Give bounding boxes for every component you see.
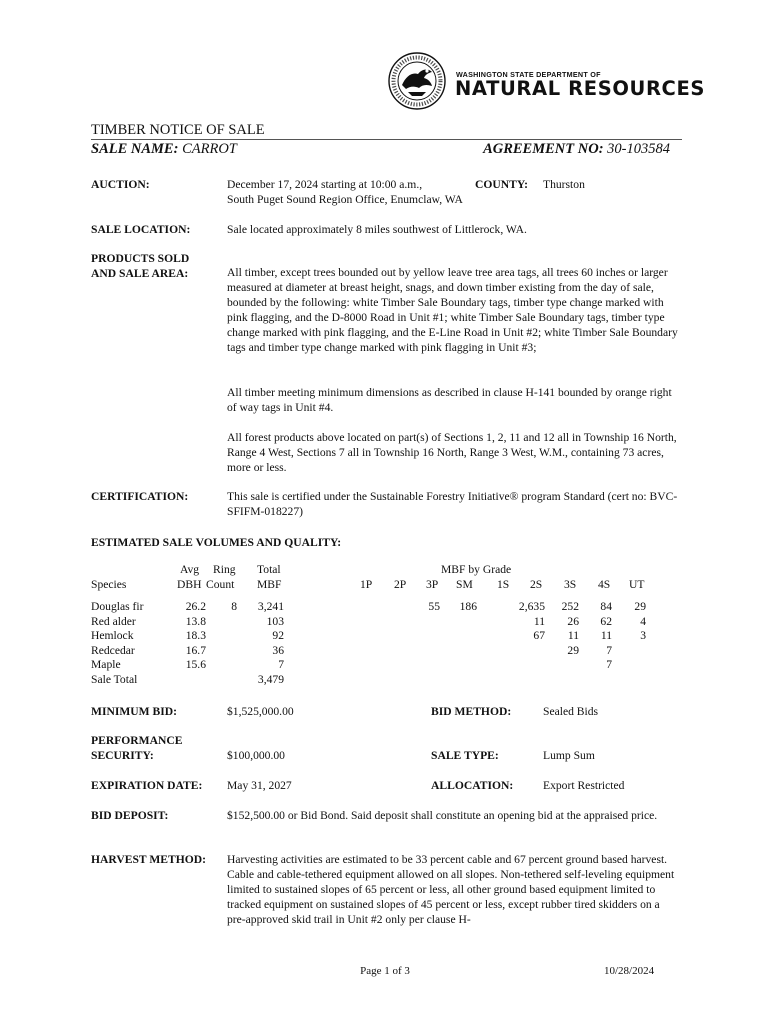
harvest-method-text: Harvesting activities are estimated to be 33 percent cable and 67 percent ground based harvest. Cable and cable-tethered equipment allowed on all slopes. Non-tethered self-leveling equipment limited to sustained slopes of 65 percent or less, all other ground based equipment limited to tracked equipment on sustained slopes of 45 percent or less, except rubber tired skidders on a pre-approved skid trail in Unit #2 only per clause H-	[227, 853, 675, 926]
minimum-bid-value: $1,525,000.00	[227, 705, 294, 718]
harvest-method-label: HARVEST METHOD:	[91, 853, 207, 866]
species-cell: Maple	[91, 658, 121, 672]
grade-4s-cell: 62	[600, 614, 612, 628]
expiration-date-label: EXPIRATION DATE:	[91, 779, 203, 792]
header-ut: UT	[629, 578, 645, 591]
header-count: Count	[206, 578, 235, 591]
sale-name: SALE NAME: CARROT	[91, 141, 237, 157]
volumes-heading: ESTIMATED SALE VOLUMES AND QUALITY:	[91, 536, 342, 549]
sale-location-text: Sale located approximately 8 miles southwest of Littlerock, WA.	[227, 223, 527, 236]
grade-4s-cell: 7	[606, 658, 612, 672]
header-ring: Ring	[213, 563, 236, 576]
total-cell: 3,241	[257, 600, 284, 613]
grade-4s-cell: 11	[600, 629, 612, 643]
dbh-cell: 18.3	[185, 629, 206, 643]
county-label: COUNTY:	[475, 178, 529, 191]
bid-method-label: BID METHOD:	[431, 705, 512, 718]
page-number: Page 1 of 3	[360, 965, 410, 977]
dbh-cell: 26.2	[185, 600, 206, 613]
performance-security-label-line1: PERFORMANCE	[91, 734, 183, 747]
agency-name: NATURAL RESOURCES	[455, 77, 706, 100]
dbh-cell: 13.8	[185, 614, 206, 628]
sale-total-label: Sale Total	[91, 673, 138, 686]
page-title: TIMBER NOTICE OF SALE	[91, 122, 265, 138]
auction-line1: December 17, 2024 starting at 10:00 a.m.,	[227, 178, 423, 191]
sale-name-label: SALE NAME	[91, 141, 174, 157]
sale-location-label: SALE LOCATION:	[91, 223, 191, 236]
grade-sm-cell: 186	[459, 600, 477, 613]
grade-ut-cell: 3	[640, 629, 646, 643]
certification-label: CERTIFICATION:	[91, 490, 189, 503]
header-dbh: DBH	[177, 578, 202, 591]
grade-4s-cell: 84	[600, 600, 612, 613]
header-3p: 3P	[426, 578, 439, 591]
agreement-label: AGREEMENT NO	[483, 141, 599, 157]
grade-3s-cell: 252	[561, 600, 579, 613]
header-4s: 4S	[598, 578, 611, 591]
certification-text: This sale is certified under the Sustainable Forestry Initiative® program Standard (cert no: BVC-SFIFM-018227)	[227, 490, 678, 518]
total-cell: 92	[272, 629, 284, 643]
species-cell: Red alder	[91, 614, 136, 628]
grade-2s-cell: 67	[533, 629, 545, 643]
auction-line2: South Puget Sound Region Office, Enumclaw, WA	[227, 193, 463, 206]
total-cell: 7	[278, 658, 284, 672]
grade-3p-cell: 55	[428, 600, 440, 613]
species-cell: Redcedar	[91, 643, 135, 657]
bid-deposit-text: $152,500.00 or Bid Bond. Said deposit shall constitute an opening bid at the appraised price.	[227, 809, 658, 822]
header-species: Species	[91, 578, 127, 591]
grade-2s-cell: 2,635	[518, 600, 545, 613]
sale-type-label: SALE TYPE:	[431, 749, 499, 762]
header-1s: 1S	[497, 578, 510, 591]
header-1p: 1P	[360, 578, 373, 591]
header-mbf: MBF	[257, 578, 282, 591]
products-label-line2: AND SALE AREA:	[91, 267, 189, 280]
grade-2s-cell: 11	[533, 614, 545, 628]
performance-security-label-line2: SECURITY:	[91, 749, 154, 762]
agreement-value: 30-103584	[607, 141, 670, 157]
total-cell: 103	[266, 614, 284, 628]
county-value: Thurston	[543, 178, 585, 191]
species-cell: Douglas fir	[91, 600, 144, 613]
allocation-label: ALLOCATION:	[431, 779, 514, 792]
sale-name-value: CARROT	[182, 141, 237, 157]
header-2p: 2P	[394, 578, 407, 591]
bid-deposit-label: BID DEPOSIT:	[91, 809, 169, 822]
department-line: WASHINGTON STATE DEPARTMENT OF	[456, 70, 601, 79]
grade-3s-cell: 11	[567, 629, 579, 643]
species-cell: Hemlock	[91, 629, 134, 643]
performance-security-value: $100,000.00	[227, 749, 285, 762]
products-paragraph-3: All forest products above located on part(s) of Sections 1, 2, 11 and 12 all in Township 16 North, Range 4 West, Sections 7 all in Township 16 North, Range 3 West, W.M., containing 73 acres, more or less.	[227, 431, 677, 474]
bid-method-value: Sealed Bids	[543, 705, 599, 718]
footer-date: 10/28/2024	[604, 965, 655, 977]
header-total: Total	[257, 563, 281, 576]
header-avg: Avg	[180, 563, 200, 576]
header-3s: 3S	[564, 578, 577, 591]
products-label-line1: PRODUCTS SOLD	[91, 252, 190, 265]
grade-ut-cell: 29	[634, 600, 646, 613]
products-paragraph-2: All timber meeting minimum dimensions as described in clause H-141 bounded by orange right of way tags in Unit #4.	[227, 386, 672, 414]
ring-cell: 8	[231, 600, 237, 613]
expiration-date-value: May 31, 2027	[227, 779, 292, 792]
total-cell: 36	[272, 643, 284, 657]
dbh-cell: 15.6	[185, 658, 206, 672]
grade-3s-cell: 26	[567, 614, 579, 628]
allocation-value: Export Restricted	[543, 779, 625, 792]
header-2s: 2S	[530, 578, 543, 591]
header-grade-title: MBF by Grade	[441, 563, 512, 576]
auction-label: AUCTION:	[91, 178, 150, 191]
products-paragraph-1: All timber, except trees bounded out by yellow leave tree area tags, all trees 60 inches or larger measured at diameter at breast height, snags, and down timber existing from the day of sale, bounded by the following: white Timber Sale Boundary tags, timber type change marked with pink flagging, and the D-8000 Road in Unit #1; white Timber Sale Boundary tags, timber type change marked with pink flagging, and the E-Line Road in Unit #2; white Timber Sale Boundary tags and timber type change marked with pink flagging in Unit #3;	[227, 266, 678, 354]
dbh-cell: 16.7	[185, 643, 206, 657]
agreement-number: AGREEMENT NO: 30-103584	[483, 141, 670, 157]
sale-type-value: Lump Sum	[543, 749, 595, 762]
sale-total-value: 3,479	[257, 673, 284, 686]
grade-ut-cell: 4	[640, 614, 646, 628]
grade-3s-cell: 29	[567, 643, 579, 657]
grade-4s-cell: 7	[606, 643, 612, 657]
header-sm: SM	[456, 578, 473, 591]
minimum-bid-label: MINIMUM BID:	[91, 705, 177, 718]
